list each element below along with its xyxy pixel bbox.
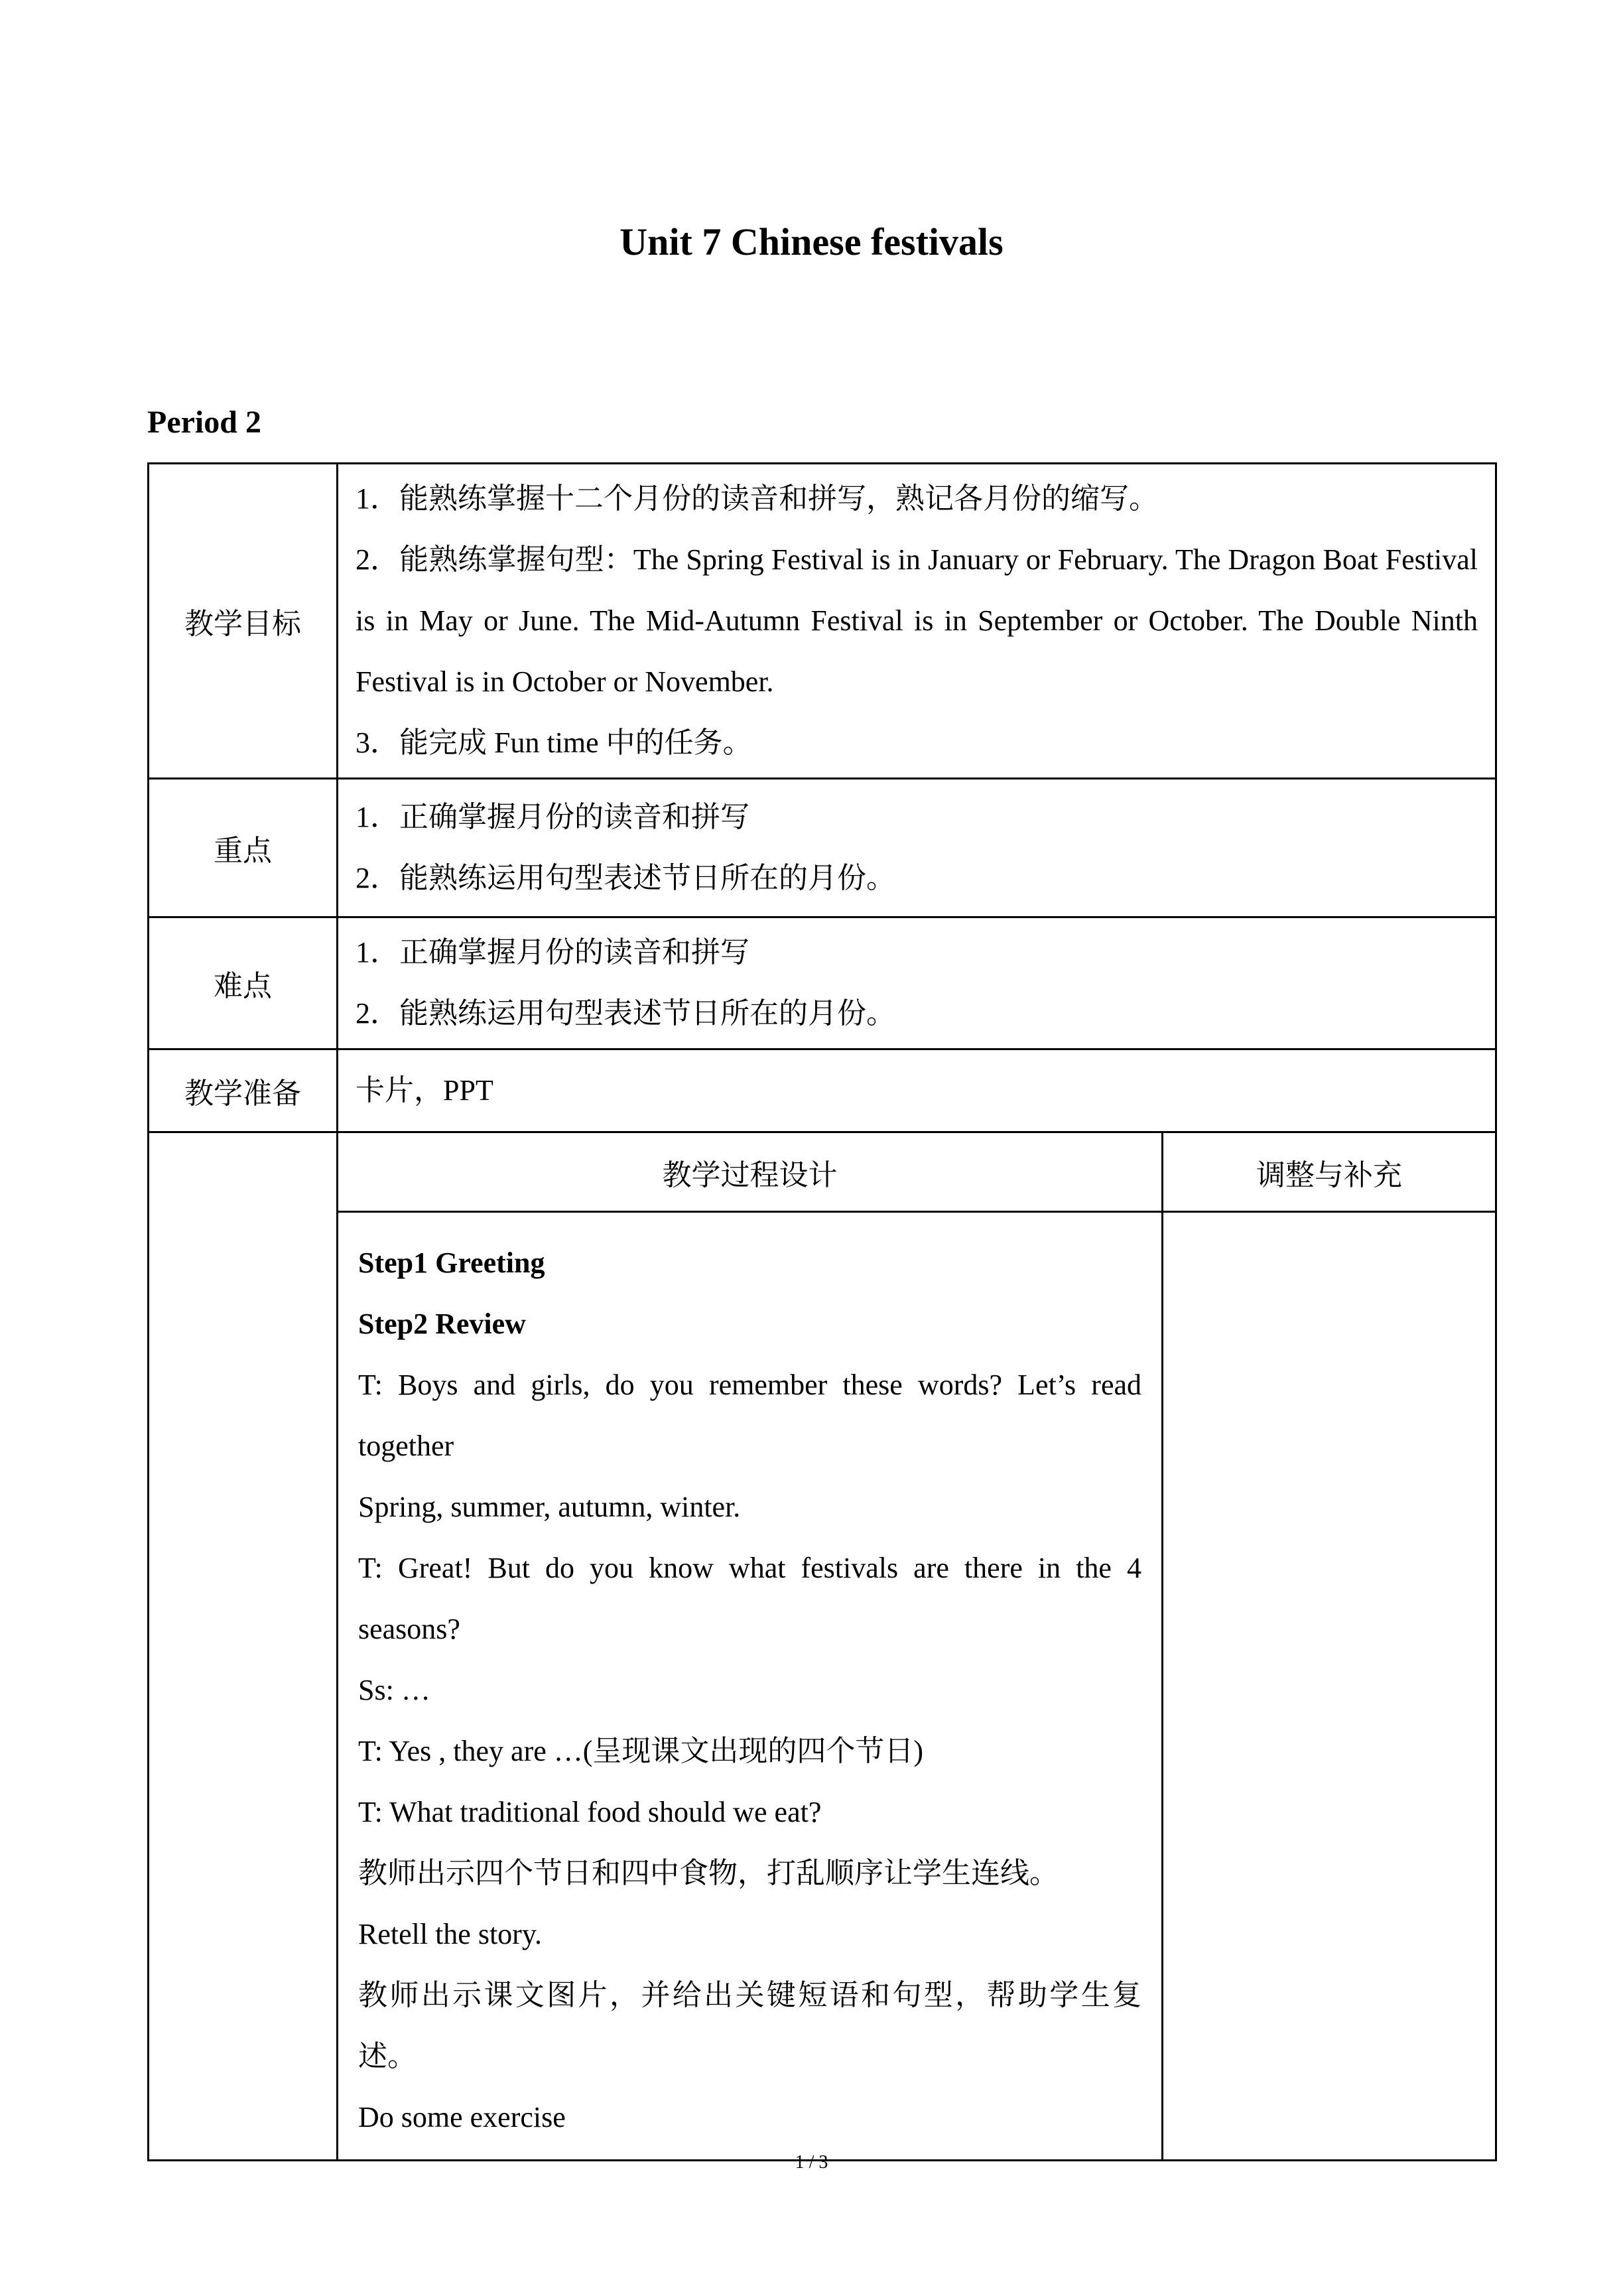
adjust-supplement-cell: [1163, 1212, 1496, 2161]
objective-line: 2．能熟练掌握句型：The Spring Festival is in January or February. The Dragon Boat Festival is in May or June. The Mid-Autumn Festival is in September or October. The Double Ninth Festival is in October or November.: [356, 543, 1478, 699]
difficult-point-line: 2．能熟练运用句型表述节日所在的月份。: [356, 997, 895, 1030]
key-point-line: 2．能熟练运用句型表述节日所在的月份。: [356, 862, 895, 895]
preparation-line: 卡片，PPT: [356, 1074, 493, 1107]
process-line: T: Great! But do you know what festivals are there in the 4 seasons?: [358, 1551, 1141, 1645]
row-label-difficult-points: 难点: [149, 917, 338, 1049]
row-label-teaching-preparation: 教学准备: [149, 1049, 338, 1132]
objective-line: 1．能熟练掌握十二个月份的读音和拼写，熟记各月份的缩写。: [356, 482, 1158, 515]
objective-line: 3．能完成 Fun time 中的任务。: [356, 726, 752, 760]
teaching-objectives-cell: [338, 464, 1496, 779]
process-line: Spring, summer, autumn, winter.: [358, 1490, 741, 1523]
table-row: [149, 917, 1496, 1049]
table-row: [149, 1212, 1496, 2161]
key-point-line: 1．正确掌握月份的读音和拼写: [356, 801, 749, 834]
process-step-line: Step2 Review: [358, 1307, 526, 1340]
difficult-point-line: 1．正确掌握月份的读音和拼写: [356, 936, 749, 969]
process-design-header: 教学过程设计: [338, 1132, 1163, 1212]
teaching-preparation-cell: [338, 1049, 1496, 1132]
page-number: 1 / 3: [795, 2152, 828, 2173]
process-line: 教师出示课文图片，并给出关键短语和句型，帮助学生复述。: [358, 1978, 1141, 2072]
teaching-process-cell: [338, 1212, 1163, 2161]
key-points-cell: [338, 779, 1496, 917]
document-title: Unit 7 Chinese festivals: [619, 220, 1004, 263]
process-line: T: What traditional food should we eat?: [358, 1795, 822, 1828]
table-row: [149, 464, 1496, 779]
period-heading: Period 2: [147, 404, 261, 440]
table-row: [149, 779, 1496, 917]
process-line: 教师出示四个节日和四中食物，打乱顺序让学生连线。: [358, 1856, 1059, 1889]
difficult-points-cell: [338, 917, 1496, 1049]
row-label-key-points: 重点: [149, 779, 338, 917]
process-line: T: Yes , they are …(呈现课文出现的四个节日): [358, 1734, 924, 1767]
process-line: Retell the story.: [358, 1917, 542, 1950]
process-line: Do some exercise: [358, 2100, 566, 2133]
row-label-teaching-objectives: 教学目标: [149, 464, 338, 779]
empty-left-cell: [149, 1132, 338, 2161]
table-row: [149, 1132, 1496, 1212]
lesson-plan-table: [147, 462, 1497, 2161]
table-row: [149, 1049, 1496, 1132]
process-line: T: Boys and girls, do you remember these words? Let’s read together: [358, 1368, 1141, 1462]
process-line: Ss: …: [358, 1673, 430, 1706]
adjust-supplement-header: 调整与补充: [1163, 1132, 1496, 1212]
process-step-line: Step1 Greeting: [358, 1246, 545, 1279]
